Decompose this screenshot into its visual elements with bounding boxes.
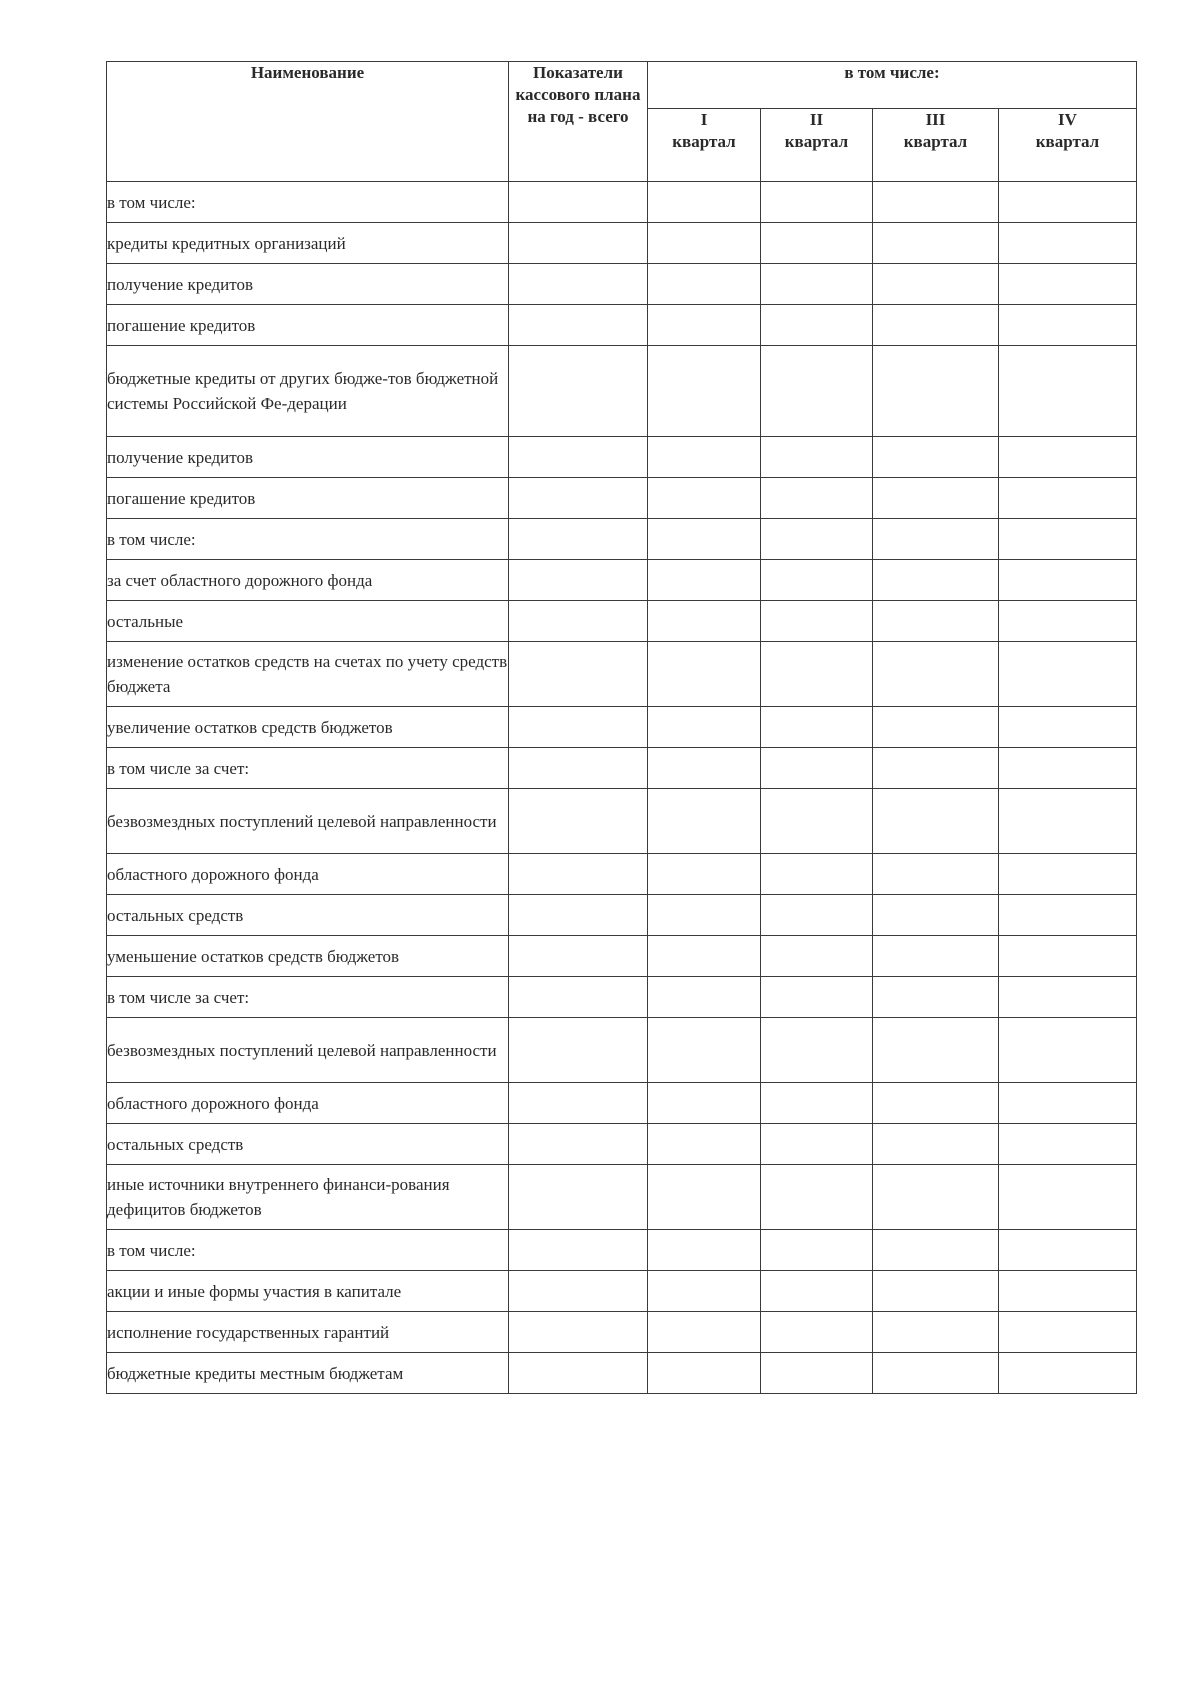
row-name: иные источники внутреннего финанси-рования дефицитов бюджетов: [107, 1165, 509, 1230]
row-name: областного дорожного фонда: [107, 1083, 509, 1124]
total-cell: [509, 895, 648, 936]
quarter-3-cell: [873, 305, 999, 346]
table-row: [107, 1165, 1137, 1230]
quarter-3-cell: [873, 1312, 999, 1353]
quarter-4-cell: [999, 182, 1137, 223]
header-quarter-3: III квартал: [873, 109, 999, 182]
quarter-3-cell: [873, 437, 999, 478]
header-quarter-1: I квартал: [648, 109, 761, 182]
quarter-1-cell: [648, 1353, 761, 1394]
quarter-4-cell: [999, 1312, 1137, 1353]
row-name: в том числе за счет:: [107, 977, 509, 1018]
table-row: [107, 1124, 1137, 1165]
total-cell: [509, 707, 648, 748]
total-cell: [509, 182, 648, 223]
table-row: [107, 1018, 1137, 1083]
quarter-2-cell: [761, 1230, 873, 1271]
table-row: [107, 1271, 1137, 1312]
total-cell: [509, 601, 648, 642]
quarter-3-cell: [873, 1230, 999, 1271]
total-cell: [509, 1353, 648, 1394]
row-name: увеличение остатков средств бюджетов: [107, 707, 509, 748]
row-name: погашение кредитов: [107, 478, 509, 519]
total-cell: [509, 560, 648, 601]
quarter-2-cell: [761, 977, 873, 1018]
quarter-2-cell: [761, 789, 873, 854]
quarter-1-cell: [648, 1312, 761, 1353]
quarter-3-cell: [873, 182, 999, 223]
quarter-4-cell: [999, 748, 1137, 789]
row-name: погашение кредитов: [107, 305, 509, 346]
quarter-2-cell: [761, 519, 873, 560]
quarter-4-cell: [999, 977, 1137, 1018]
quarter-3-cell: [873, 895, 999, 936]
quarter-2-cell: [761, 223, 873, 264]
quarter-4-cell: [999, 560, 1137, 601]
quarter-2-cell: [761, 748, 873, 789]
quarter-1-cell: [648, 437, 761, 478]
quarter-1-cell: [648, 182, 761, 223]
row-name: за счет областного дорожного фонда: [107, 560, 509, 601]
quarter-2-cell: [761, 1353, 873, 1394]
quarter-1-cell: [648, 1165, 761, 1230]
quarter-1-cell: [648, 895, 761, 936]
quarter-3-cell: [873, 1083, 999, 1124]
quarter-4-cell: [999, 519, 1137, 560]
total-cell: [509, 346, 648, 437]
quarter-2-cell: [761, 346, 873, 437]
table-row: [107, 223, 1137, 264]
table-row: [107, 601, 1137, 642]
quarter-4-cell: [999, 305, 1137, 346]
quarter-2-cell: [761, 1312, 873, 1353]
quarter-2-cell: [761, 1271, 873, 1312]
quarter-2-cell: [761, 707, 873, 748]
quarter-1-cell: [648, 346, 761, 437]
quarter-2-cell: [761, 305, 873, 346]
quarter-1-cell: [648, 1271, 761, 1312]
total-cell: [509, 936, 648, 977]
quarter-2-cell: [761, 1165, 873, 1230]
quarter-3-cell: [873, 977, 999, 1018]
row-name: безвозмездных поступлений целевой направленности: [107, 1018, 509, 1083]
quarter-4-cell: [999, 601, 1137, 642]
quarter-3-cell: [873, 1124, 999, 1165]
quarter-2-cell: [761, 478, 873, 519]
quarter-1-cell: [648, 560, 761, 601]
table-row: [107, 936, 1137, 977]
row-name: получение кредитов: [107, 264, 509, 305]
table-row: [107, 346, 1137, 437]
quarter-4-cell: [999, 437, 1137, 478]
quarter-1-cell: [648, 1230, 761, 1271]
quarter-2-cell: [761, 936, 873, 977]
quarter-3-cell: [873, 223, 999, 264]
row-name: изменение остатков средств на счетах по учету средств бюджета: [107, 642, 509, 707]
row-name: исполнение государственных гарантий: [107, 1312, 509, 1353]
quarter-4-cell: [999, 478, 1137, 519]
quarter-1-cell: [648, 936, 761, 977]
table-row: [107, 642, 1137, 707]
total-cell: [509, 977, 648, 1018]
table-row: [107, 264, 1137, 305]
quarter-1-cell: [648, 1124, 761, 1165]
table-row: [107, 437, 1137, 478]
row-name: в том числе:: [107, 182, 509, 223]
header-name: Наименование: [107, 62, 509, 182]
quarter-1-cell: [648, 478, 761, 519]
row-name: бюджетные кредиты от других бюдже-тов бюджетной системы Российской Фе-дерации: [107, 346, 509, 437]
table-row: [107, 748, 1137, 789]
quarter-1-cell: [648, 642, 761, 707]
quarter-2-cell: [761, 1018, 873, 1083]
header-quarter-4: IV квартал: [999, 109, 1137, 182]
quarter-3-cell: [873, 1165, 999, 1230]
total-cell: [509, 1018, 648, 1083]
row-name: бюджетные кредиты местным бюджетам: [107, 1353, 509, 1394]
quarter-3-cell: [873, 1353, 999, 1394]
total-cell: [509, 478, 648, 519]
table-row: [107, 707, 1137, 748]
table-row: [107, 478, 1137, 519]
quarter-4-cell: [999, 1083, 1137, 1124]
quarter-3-cell: [873, 346, 999, 437]
total-cell: [509, 1230, 648, 1271]
quarter-2-cell: [761, 895, 873, 936]
quarter-3-cell: [873, 560, 999, 601]
table-row: [107, 1312, 1137, 1353]
quarter-3-cell: [873, 789, 999, 854]
quarter-3-cell: [873, 601, 999, 642]
quarter-1-cell: [648, 707, 761, 748]
header-quarter-2: II квартал: [761, 109, 873, 182]
total-cell: [509, 305, 648, 346]
table-row: [107, 1353, 1137, 1394]
table-row: [107, 1230, 1137, 1271]
quarter-3-cell: [873, 519, 999, 560]
table-row: [107, 977, 1137, 1018]
quarter-4-cell: [999, 895, 1137, 936]
quarter-4-cell: [999, 1124, 1137, 1165]
total-cell: [509, 223, 648, 264]
quarter-1-cell: [648, 601, 761, 642]
total-cell: [509, 1124, 648, 1165]
quarter-1-cell: [648, 854, 761, 895]
row-name: акции и иные формы участия в капитале: [107, 1271, 509, 1312]
quarter-3-cell: [873, 478, 999, 519]
row-name: в том числе:: [107, 1230, 509, 1271]
header-including: в том числе:: [648, 62, 1137, 109]
quarter-4-cell: [999, 707, 1137, 748]
quarter-3-cell: [873, 1271, 999, 1312]
total-cell: [509, 1083, 648, 1124]
quarter-2-cell: [761, 437, 873, 478]
row-name: кредиты кредитных организаций: [107, 223, 509, 264]
total-cell: [509, 1271, 648, 1312]
quarter-4-cell: [999, 264, 1137, 305]
total-cell: [509, 748, 648, 789]
total-cell: [509, 519, 648, 560]
total-cell: [509, 437, 648, 478]
quarter-4-cell: [999, 936, 1137, 977]
quarter-3-cell: [873, 264, 999, 305]
total-cell: [509, 264, 648, 305]
quarter-2-cell: [761, 264, 873, 305]
quarter-4-cell: [999, 1271, 1137, 1312]
quarter-1-cell: [648, 748, 761, 789]
quarter-3-cell: [873, 748, 999, 789]
quarter-1-cell: [648, 977, 761, 1018]
row-name: безвозмездных поступлений целевой направленности: [107, 789, 509, 854]
total-cell: [509, 1165, 648, 1230]
quarter-3-cell: [873, 707, 999, 748]
table-row: [107, 854, 1137, 895]
row-name: остальные: [107, 601, 509, 642]
quarter-4-cell: [999, 1353, 1137, 1394]
quarter-4-cell: [999, 1230, 1137, 1271]
row-name: остальных средств: [107, 1124, 509, 1165]
total-cell: [509, 642, 648, 707]
row-name: получение кредитов: [107, 437, 509, 478]
quarter-1-cell: [648, 223, 761, 264]
row-name: остальных средств: [107, 895, 509, 936]
table-row: [107, 789, 1137, 854]
quarter-4-cell: [999, 1165, 1137, 1230]
quarter-4-cell: [999, 642, 1137, 707]
quarter-2-cell: [761, 1124, 873, 1165]
table-row: [107, 560, 1137, 601]
table-row: [107, 305, 1137, 346]
quarter-4-cell: [999, 1018, 1137, 1083]
quarter-1-cell: [648, 789, 761, 854]
quarter-4-cell: [999, 854, 1137, 895]
table-row: [107, 519, 1137, 560]
table-row: [107, 895, 1137, 936]
quarter-1-cell: [648, 305, 761, 346]
quarter-2-cell: [761, 182, 873, 223]
quarter-2-cell: [761, 1083, 873, 1124]
total-cell: [509, 854, 648, 895]
quarter-2-cell: [761, 854, 873, 895]
quarter-1-cell: [648, 1018, 761, 1083]
row-name: областного дорожного фонда: [107, 854, 509, 895]
table-row: [107, 1083, 1137, 1124]
quarter-1-cell: [648, 1083, 761, 1124]
quarter-1-cell: [648, 519, 761, 560]
total-cell: [509, 789, 648, 854]
quarter-3-cell: [873, 1018, 999, 1083]
table-row: [107, 182, 1137, 223]
quarter-2-cell: [761, 601, 873, 642]
row-name: уменьшение остатков средств бюджетов: [107, 936, 509, 977]
row-name: в том числе:: [107, 519, 509, 560]
row-name: в том числе за счет:: [107, 748, 509, 789]
quarter-3-cell: [873, 854, 999, 895]
quarter-2-cell: [761, 560, 873, 601]
quarter-3-cell: [873, 936, 999, 977]
quarter-4-cell: [999, 223, 1137, 264]
quarter-2-cell: [761, 642, 873, 707]
total-cell: [509, 1312, 648, 1353]
quarter-4-cell: [999, 789, 1137, 854]
cash-plan-table: [106, 61, 1137, 1394]
header-total: Показатели кассового плана на год - всего: [509, 62, 648, 182]
quarter-3-cell: [873, 642, 999, 707]
quarter-1-cell: [648, 264, 761, 305]
quarter-4-cell: [999, 346, 1137, 437]
